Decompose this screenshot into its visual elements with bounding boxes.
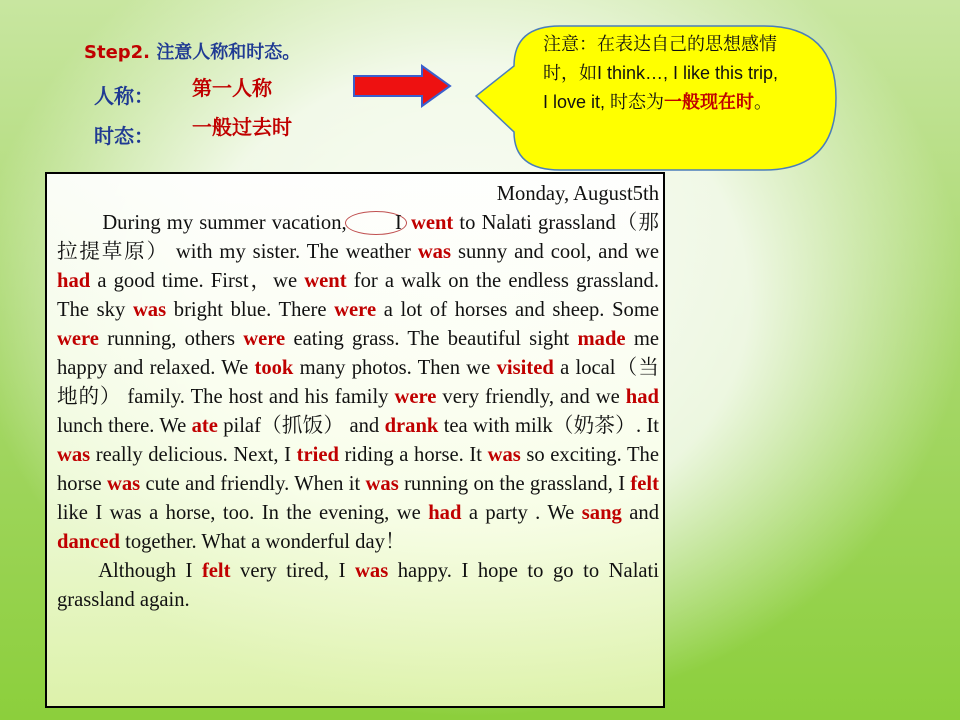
text-run: to Nalati grassland（那拉提草原） with my sister. The weather xyxy=(57,212,659,263)
past-tense-verb: felt xyxy=(201,560,231,582)
person-value: 第一人称 xyxy=(192,76,272,100)
past-tense-verb: went xyxy=(410,212,454,234)
past-tense-verb: felt xyxy=(630,473,659,495)
step-instruction: 注意人称和时态。 xyxy=(156,42,301,63)
text-run: running on the grassland, I xyxy=(398,473,631,495)
text-run: cute and friendly. When it xyxy=(140,473,366,495)
callout-text-part2: 。 xyxy=(754,92,773,112)
tense-label: 时态： xyxy=(94,124,154,148)
step-number: Step2. xyxy=(84,42,151,63)
text-run: very tired, I xyxy=(230,560,356,582)
past-tense-verb: ate xyxy=(191,415,218,437)
text-run: a good time. First，we xyxy=(90,270,305,292)
past-tense-verb: was xyxy=(417,241,451,263)
past-tense-verb: was xyxy=(132,299,167,321)
text-run: Although I xyxy=(98,560,202,582)
past-tense-verb: had xyxy=(625,386,659,408)
past-tense-verb: was xyxy=(487,444,521,466)
diary-paragraph-2 xyxy=(57,557,659,615)
diary-paragraph-1 xyxy=(57,209,659,557)
text-run: running, others xyxy=(98,328,244,350)
callout-highlight: 一般现在时 xyxy=(664,92,755,112)
text-run: me happy and relaxed. We xyxy=(57,328,659,379)
past-tense-verb: were xyxy=(334,299,377,321)
past-tense-verb: had xyxy=(57,270,91,292)
past-tense-verb: was xyxy=(355,560,389,582)
text-run: so exciting. The horse xyxy=(57,444,659,495)
past-tense-verb: visited xyxy=(496,357,554,379)
text-run: together. What a wonderful day！ xyxy=(119,531,406,553)
past-tense-verb: took xyxy=(254,357,294,379)
past-tense-verb: were xyxy=(243,328,286,350)
past-tense-verb: sang xyxy=(581,502,622,524)
past-tense-verb: went xyxy=(304,270,347,292)
text-run: happy. I hope to go to Nalati grassland again. xyxy=(57,560,659,611)
diary-date: Monday, August5th xyxy=(496,183,659,205)
right-arrow-icon xyxy=(352,64,452,108)
person-label: 人称： xyxy=(94,84,154,108)
text-run: like I was a horse, too. In the evening, we xyxy=(57,502,429,524)
text-run: a local（当地的） family. The host and his family xyxy=(57,357,659,408)
past-tense-verb: had xyxy=(428,502,462,524)
past-tense-verb: drank xyxy=(384,415,439,437)
callout-text xyxy=(543,30,779,117)
past-tense-verb: tried xyxy=(296,444,339,466)
past-tense-verb: were xyxy=(57,328,99,350)
text-run: bright blue. There xyxy=(166,299,335,321)
text-run: eating grass. The beautiful sight xyxy=(285,328,578,350)
diary-letter-box xyxy=(45,172,665,708)
past-tense-verb: danced xyxy=(57,531,120,553)
text-run: and xyxy=(621,502,660,524)
text-run: riding a horse. It xyxy=(338,444,488,466)
text-run: sunny and cool, and we xyxy=(451,241,659,263)
text-run: really delicious. Next, I xyxy=(90,444,297,466)
text-run: many photos. Then we xyxy=(293,357,497,379)
text-run: During my summer vacation, xyxy=(102,212,347,234)
tense-value: 一般过去时 xyxy=(192,115,292,139)
past-tense-verb: was xyxy=(57,444,91,466)
past-tense-verb: was xyxy=(365,473,399,495)
text-run: for a walk on the endless grassland. The sky xyxy=(57,270,659,321)
past-tense-verb: were xyxy=(394,386,437,408)
text-run: lunch there. We xyxy=(57,415,192,437)
past-tense-verb: made xyxy=(577,328,626,350)
text-run: very friendly, and we xyxy=(436,386,626,408)
text-run: pilaf（抓饭） and xyxy=(217,415,385,437)
text-run: tea with milk（奶茶）. It xyxy=(438,415,659,437)
circled-pronoun: I xyxy=(345,211,407,235)
step-heading xyxy=(84,38,300,64)
past-tense-verb: was xyxy=(106,473,141,495)
text-run: a lot of horses and sheep. Some xyxy=(376,299,659,321)
callout-text-part1: 注意：在表达自己的思想感情时，如I think…, I like this trip, I love it, 时态为 xyxy=(543,34,779,112)
text-run: a party . We xyxy=(461,502,582,524)
